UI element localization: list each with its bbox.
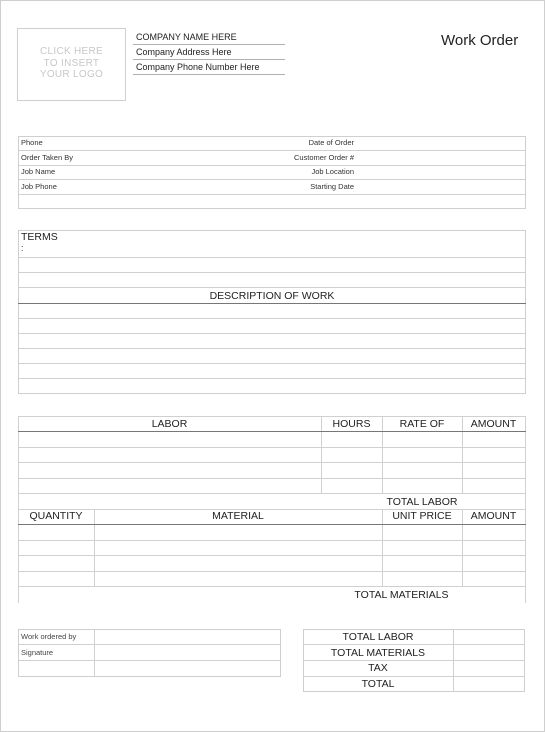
terms-colon: : bbox=[21, 243, 24, 253]
customer-order-label: Customer Order # bbox=[293, 153, 354, 162]
order-taken-by-label: Order Taken By bbox=[21, 153, 73, 162]
logo-line-2: TO INSERT bbox=[43, 57, 100, 69]
phone-label: Phone bbox=[21, 138, 43, 147]
summary-total-materials: TOTAL MATERIALS bbox=[330, 647, 426, 659]
description-of-work-header: DESCRIPTION OF WORK bbox=[209, 290, 335, 302]
job-name-label: Job Name bbox=[21, 167, 56, 176]
job-phone-label: Job Phone bbox=[21, 182, 57, 191]
logo-placeholder[interactable] bbox=[17, 28, 126, 101]
document-title: Work Order bbox=[441, 32, 519, 49]
order-info-box bbox=[18, 136, 526, 209]
material-header: MATERIAL bbox=[212, 510, 264, 522]
work-ordered-by-label: Work ordered by bbox=[21, 632, 77, 641]
company-address[interactable]: Company Address Here bbox=[133, 45, 285, 60]
company-name[interactable]: COMPANY NAME HERE bbox=[133, 30, 285, 45]
logo-line-3: YOUR LOGO bbox=[39, 69, 104, 80]
signature-label: Signature bbox=[21, 648, 54, 657]
terms-description-box bbox=[18, 230, 526, 394]
terms-label: TERMS bbox=[21, 231, 58, 243]
quantity-header: QUANTITY bbox=[29, 510, 83, 522]
summary-total-labor: TOTAL LABOR bbox=[342, 631, 414, 643]
logo-line-1: CLICK HERE bbox=[39, 46, 103, 57]
total-materials-row-label: TOTAL MATERIALS bbox=[354, 589, 449, 601]
summary-total: TOTAL bbox=[361, 678, 395, 690]
rate-header: RATE OF bbox=[399, 418, 445, 430]
material-amount-header: AMOUNT bbox=[470, 510, 517, 522]
date-of-order-label: Date of Order bbox=[308, 138, 354, 147]
labor-header: LABOR bbox=[151, 418, 188, 430]
hours-header: HOURS bbox=[332, 418, 371, 430]
company-phone[interactable]: Company Phone Number Here bbox=[133, 60, 285, 75]
total-labor-row-label: TOTAL LABOR bbox=[386, 496, 458, 508]
starting-date-label: Starting Date bbox=[310, 182, 354, 191]
unit-price-header: UNIT PRICE bbox=[392, 510, 452, 522]
summary-tax: TAX bbox=[368, 662, 388, 674]
job-location-label: Job Location bbox=[311, 167, 354, 176]
amount-header: AMOUNT bbox=[470, 418, 517, 430]
